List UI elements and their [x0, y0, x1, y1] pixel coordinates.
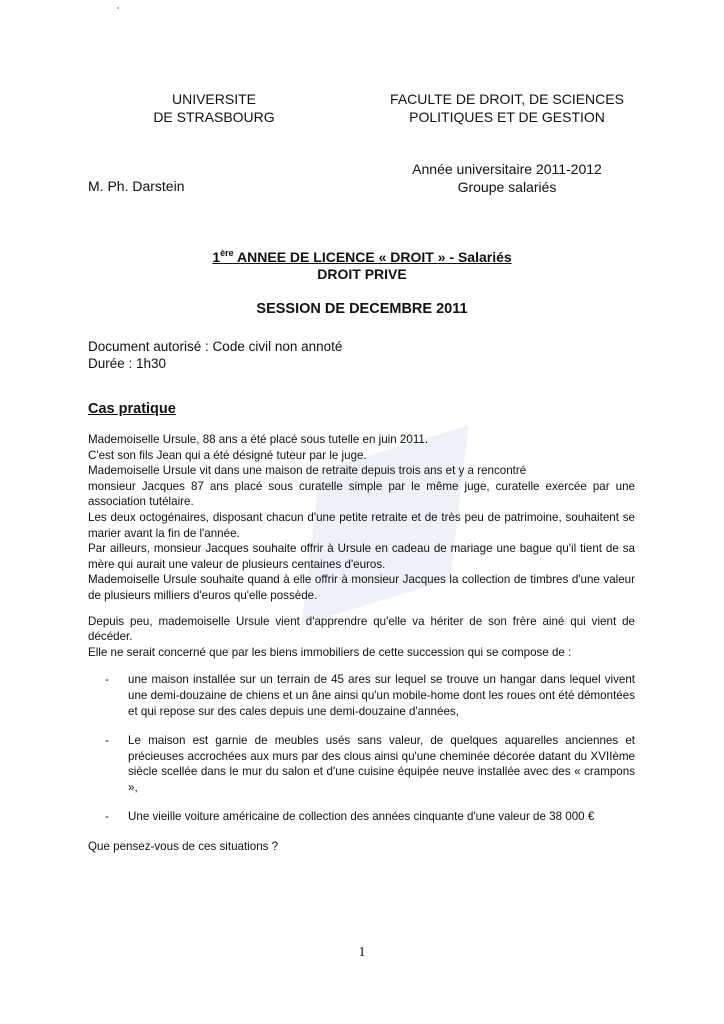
list-item [88, 733, 635, 795]
page-number: 1 [358, 945, 366, 960]
list-item-text: Une vieille voiture américaine de collection des années cinquante d'une valeur de 38 000 € [128, 810, 595, 824]
list-item [88, 672, 635, 719]
list-dash: - [105, 810, 109, 824]
list-dash: - [105, 734, 109, 748]
body-line: monsieur Jacques 87 ans placé sous curatelle simple par le même juge, curatelle exercée par une association tutélaire. [88, 479, 635, 509]
body-line: Par ailleurs, monsieur Jacques souhaite offrir à Ursule en cadeau de mariage une bague qu'il tient de sa mère qui aurait une valeur de plusieurs centaines d'euros. [88, 542, 635, 571]
list-dash: - [105, 673, 109, 687]
header-university-line: UNIVERSITE [171, 91, 256, 107]
title-superscript: ère [220, 248, 234, 258]
list-item-text: Le maison est garnie de meubles usés sans valeur, de quelques aquarelles anciennes et précieuses accrochées aux murs par des clous ainsi qu'une cheminée décorée datant du XVIIème siècle scellée dans le mur du salon et d'une cuisine équipée neuve installée avec des « crampons », [128, 734, 635, 794]
list-item [88, 809, 635, 825]
header-academic-year [392, 160, 622, 196]
body-line: Les deux octogénaires, disposant chacun d'une petite retraite et de très peu de patrimoine, souhaitent se marier avant la fin de l'année. [88, 510, 635, 540]
body-line: Depuis peu, mademoiselle Ursule vient d'apprendre qu'elle va hériter de son frère ainé qui vient de décéder. [88, 614, 635, 644]
header-faculty [382, 90, 632, 126]
header-university-line: DE STRASBOURG [153, 109, 275, 125]
exam-body [88, 432, 635, 855]
body-line: C'est son fils Jean qui a été désigné tuteur par le juge. [88, 448, 367, 462]
list-item-text: une maison installée sur un terrain de 45 ares sur lequel se trouve un hangar dans lequel vivent une demi-douzaine de chiens et un âne ainsi qu'un mobile-home dont les roues ont été démontées et qui repose sur des cales depuis une demi-douzaine d'années, [128, 673, 635, 718]
session-title: SESSION DE DECEMBRE 2011 [256, 301, 468, 317]
header-faculty-line: POLITIQUES ET DE GESTION [409, 109, 605, 125]
academic-year: Année universitaire 2011-2012 [412, 161, 602, 177]
body-line: Mademoiselle Ursule vit dans une maison de retraite depuis trois ans et y a rencontré [88, 464, 527, 478]
exam-duration: Durée : 1h30 [88, 356, 167, 371]
group-label: Groupe salariés [457, 179, 557, 195]
closing-question: Que pensez-vous de ces situations ? [88, 840, 279, 854]
body-line: Mademoiselle Ursule, 88 ans a été placé sous tutelle en juin 2011. [88, 433, 429, 446]
property-list [88, 672, 635, 825]
section-title: Cas pratique [88, 401, 176, 417]
exam-title-line2: DROIT PRIVE [317, 266, 407, 282]
title-number: 1 [212, 249, 221, 265]
header-university [134, 90, 294, 126]
exam-meta [88, 338, 342, 372]
body-line: Elle ne serait concerné que par les biens immobiliers de cette succession qui se compose de : [88, 645, 572, 659]
header-faculty-line: FACULTE DE DROIT, DE SCIENCES [390, 91, 624, 107]
title-main: ANNEE DE LICENCE « DROIT » - Salariés [233, 249, 512, 265]
scan-speck [117, 7, 119, 9]
exam-title-underlined [212, 249, 511, 265]
body-line: Mademoiselle Ursule souhaite quand à elle offrir à monsieur Jacques la collection de timbres d'une valeur de plusieurs milliers d'euros qu'elle possède. [88, 573, 635, 602]
professor-name: M. Ph. Darstein [88, 178, 185, 194]
allowed-document: Document autorisé : Code civil non annoté [88, 339, 343, 354]
exam-title-line1 [0, 249, 724, 266]
